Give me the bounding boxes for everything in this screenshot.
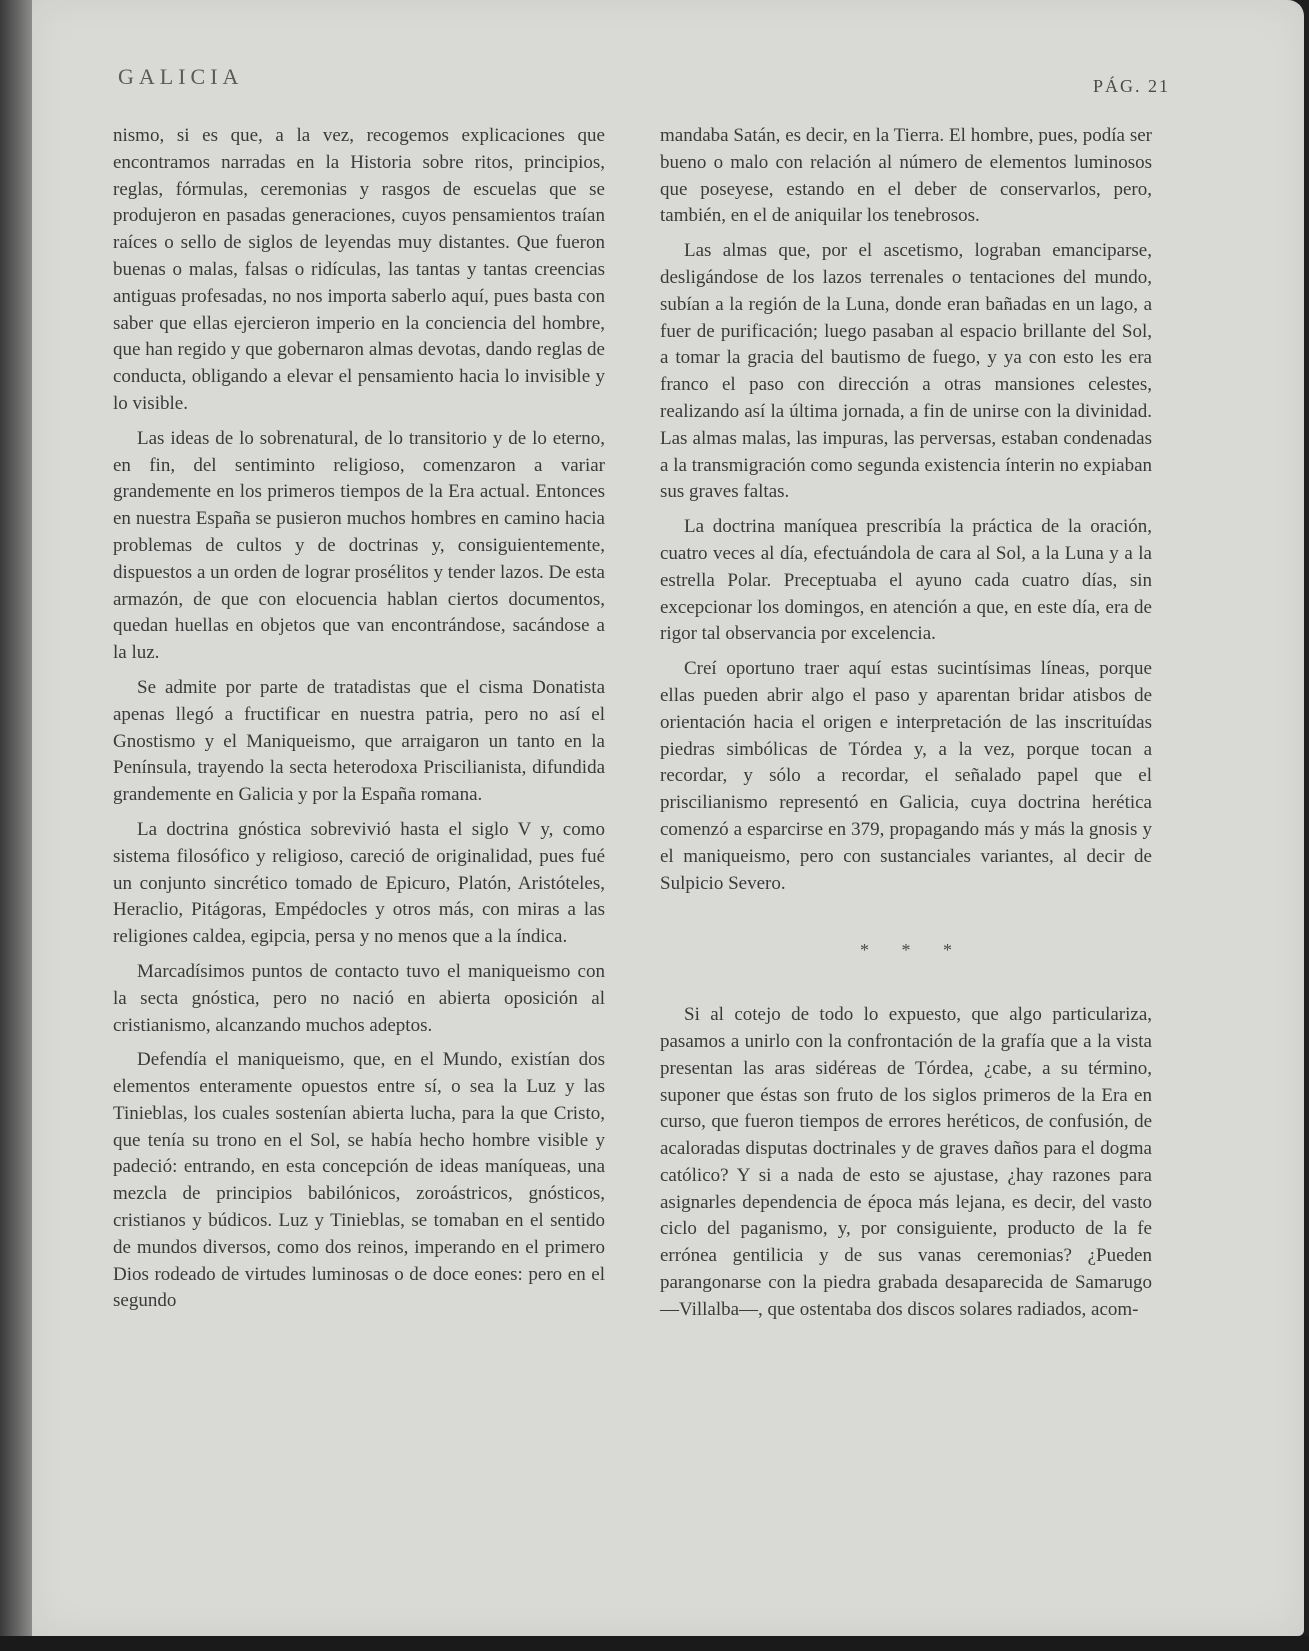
paragraph: Si al cotejo de todo lo expuesto, que algo particulariza, pasamos a unirlo con la confrontación de la grafía que a la vista presentan las aras sidéreas de Tórdea, ¿cabe, a su término, suponer que éstas son fruto de los siglos primeros de la Era en curso, que fueron tiempos de errores heréticos, de confusión, de acaloradas disputas doctrinales y de graves daños para el dogma católico? Y si a nada de esto se ajustase, ¿hay razones para asignarles dependencia de época más lejana, es decir, del vasto ciclo del paganismo, y, por consiguiente, producto de la fe errónea gentilicia y de sus vanas ceremonias? ¿Pueden parangonarse con la piedra grabada desaparecida de Samarugo—Villalba—, que ostentaba dos discos solares radiados, acom-: [660, 1004, 1152, 1320]
book-spine: [0, 0, 32, 1651]
right-column: [660, 123, 1152, 1332]
paragraph: Se admite por parte de tratadistas que el cisma Donatista apenas llegó a fructificar en nuestra patria, pero no así el Gnostismo y el Maniqueismo, que arraigaron un tanto en la Península, trayendo la secta heterodoxa Priscilianista, difundida grandemente en Galicia y por la España romana.: [113, 676, 605, 806]
paragraph: nismo, si es que, a la vez, recogemos explicaciones que encontramos narradas en la Historia sobre ritos, principios, reglas, fórmulas, ceremonias y rasgos de escuelas que se produjeron en pasadas generaciones, cuyos pensamientos traían raíces o sello de siglos de leyendas muy distantes. Que fueron buenas o malas, falsas o ridículas, las tantas y tantas creencias antiguas profesadas, no nos importa saberlo aquí, pues basta con saber que ellas ejercieron imperio en la conciencia del hombre, que han regido y que gobernaron almas devotas, dando reglas de conducta, obligando a elevar el pensamiento hacia lo invisible y lo visible.: [113, 125, 605, 414]
paragraph: La doctrina gnóstica sobrevivió hasta el siglo V y, como sistema filosófico y religioso, careció de originalidad, pues fué un conjunto sincrético tomado de Epicuro, Platón, Aristóteles, Heraclio, Pitágoras, Empédocles y otros más, con miras a las religiones caldea, egipcia, persa y no menos que a la índica.: [113, 818, 605, 948]
section-separator: * * *: [860, 940, 966, 961]
paragraph: Las ideas de lo sobrenatural, de lo transitorio y de lo eterno, en fin, del sentiminto religioso, comenzaron a variar grandemente en los primeros tiempos de la Era actual. Entonces en nuestra España se pusieron muchos hombres en camino hacia problemas de cultos y de doctrinas y, consiguientemente, dispuestos a un orden de lograr prosélitos y tender lazos. De esta armazón, de que con elocuencia hablan ciertos documentos, quedan huellas en objetos que van encontrándose, sacándose a la luz.: [113, 427, 605, 664]
left-column: [113, 123, 605, 1323]
scan-bottom-edge: [0, 1636, 1309, 1651]
paragraph: mandaba Satán, es decir, en la Tierra. El hombre, pues, podía ser bueno o malo con relación al número de elementos luminosos que poseyese, estando en el deber de conservarlos, pero, también, en el de aniquilar los tenebrosos.: [660, 125, 1152, 227]
paragraph: Las almas que, por el ascetismo, lograban emanciparse, desligándose de los lazos terrenales o tentaciones del mundo, subían a la región de la Luna, donde eran bañadas en un lago, a fuer de purificación; luego pasaban al espacio brillante del Sol, a tomar la gracia del bautismo de fuego, y ya con esto les era franco el paso con dirección a otras mansiones celestes, realizando así la última jornada, a fin de unirse con la divinidad. Las almas malas, las impuras, las perversas, estaban condenadas a la transmigración como segunda existencia ínterin no expiaban sus graves faltas.: [660, 240, 1152, 503]
page-number: PÁG. 21: [1093, 76, 1171, 96]
running-header-title: GALICIA: [118, 64, 244, 89]
paragraph: La doctrina maníquea prescribía la práctica de la oración, cuatro veces al día, efectuándola de cara al Sol, a la Luna y a la estrella Polar. Preceptuaba el ayuno cada cuatro días, sin excepcionar los domingos, en atención a que, en este día, era de rigor tal observancia por excelencia.: [660, 516, 1152, 645]
paragraph: Defendía el maniqueismo, que, en el Mundo, existían dos elementos enteramente opuestos entre sí, o sea la Luz y las Tinieblas, los cuales sostenían abierta lucha, para la que Cristo, que tenía su trono en el Sol, se había hecho hombre visible y padeció: entrando, en esta concepción de ideas maníqueas, una mezcla de principios babilónicos, zoroástricos, gnósticos, cristianos y búdicos. Luz y Tinieblas, se tomaban en el sentido de mundos diversos, como dos reinos, imperando en el primero Dios rodeado de virtudes luminosas o de doce eones: pero en el segundo: [113, 1049, 605, 1312]
paragraph: Creí oportuno traer aquí estas sucintísimas líneas, porque ellas pueden abrir algo el paso y aparentan bridar atisbos de orientación hacia el origen e interpretación de las inscrituídas piedras simbólicas de Tórdea y, a la vez, porque tocan a recordar, y sólo a recordar, el señalado papel que el priscilianismo representó en Galicia, cuya doctrina herética comenzó a esparcirse en 379, propagando más y más la gnosis y el maniqueismo, pero con sustanciales variantes, al decir de Sulpicio Severo.: [660, 658, 1152, 894]
paragraph: Marcadísimos puntos de contacto tuvo el maniqueismo con la secta gnóstica, pero no nació en abierta oposición al cristianismo, alcanzando muchos adeptos.: [113, 960, 605, 1036]
